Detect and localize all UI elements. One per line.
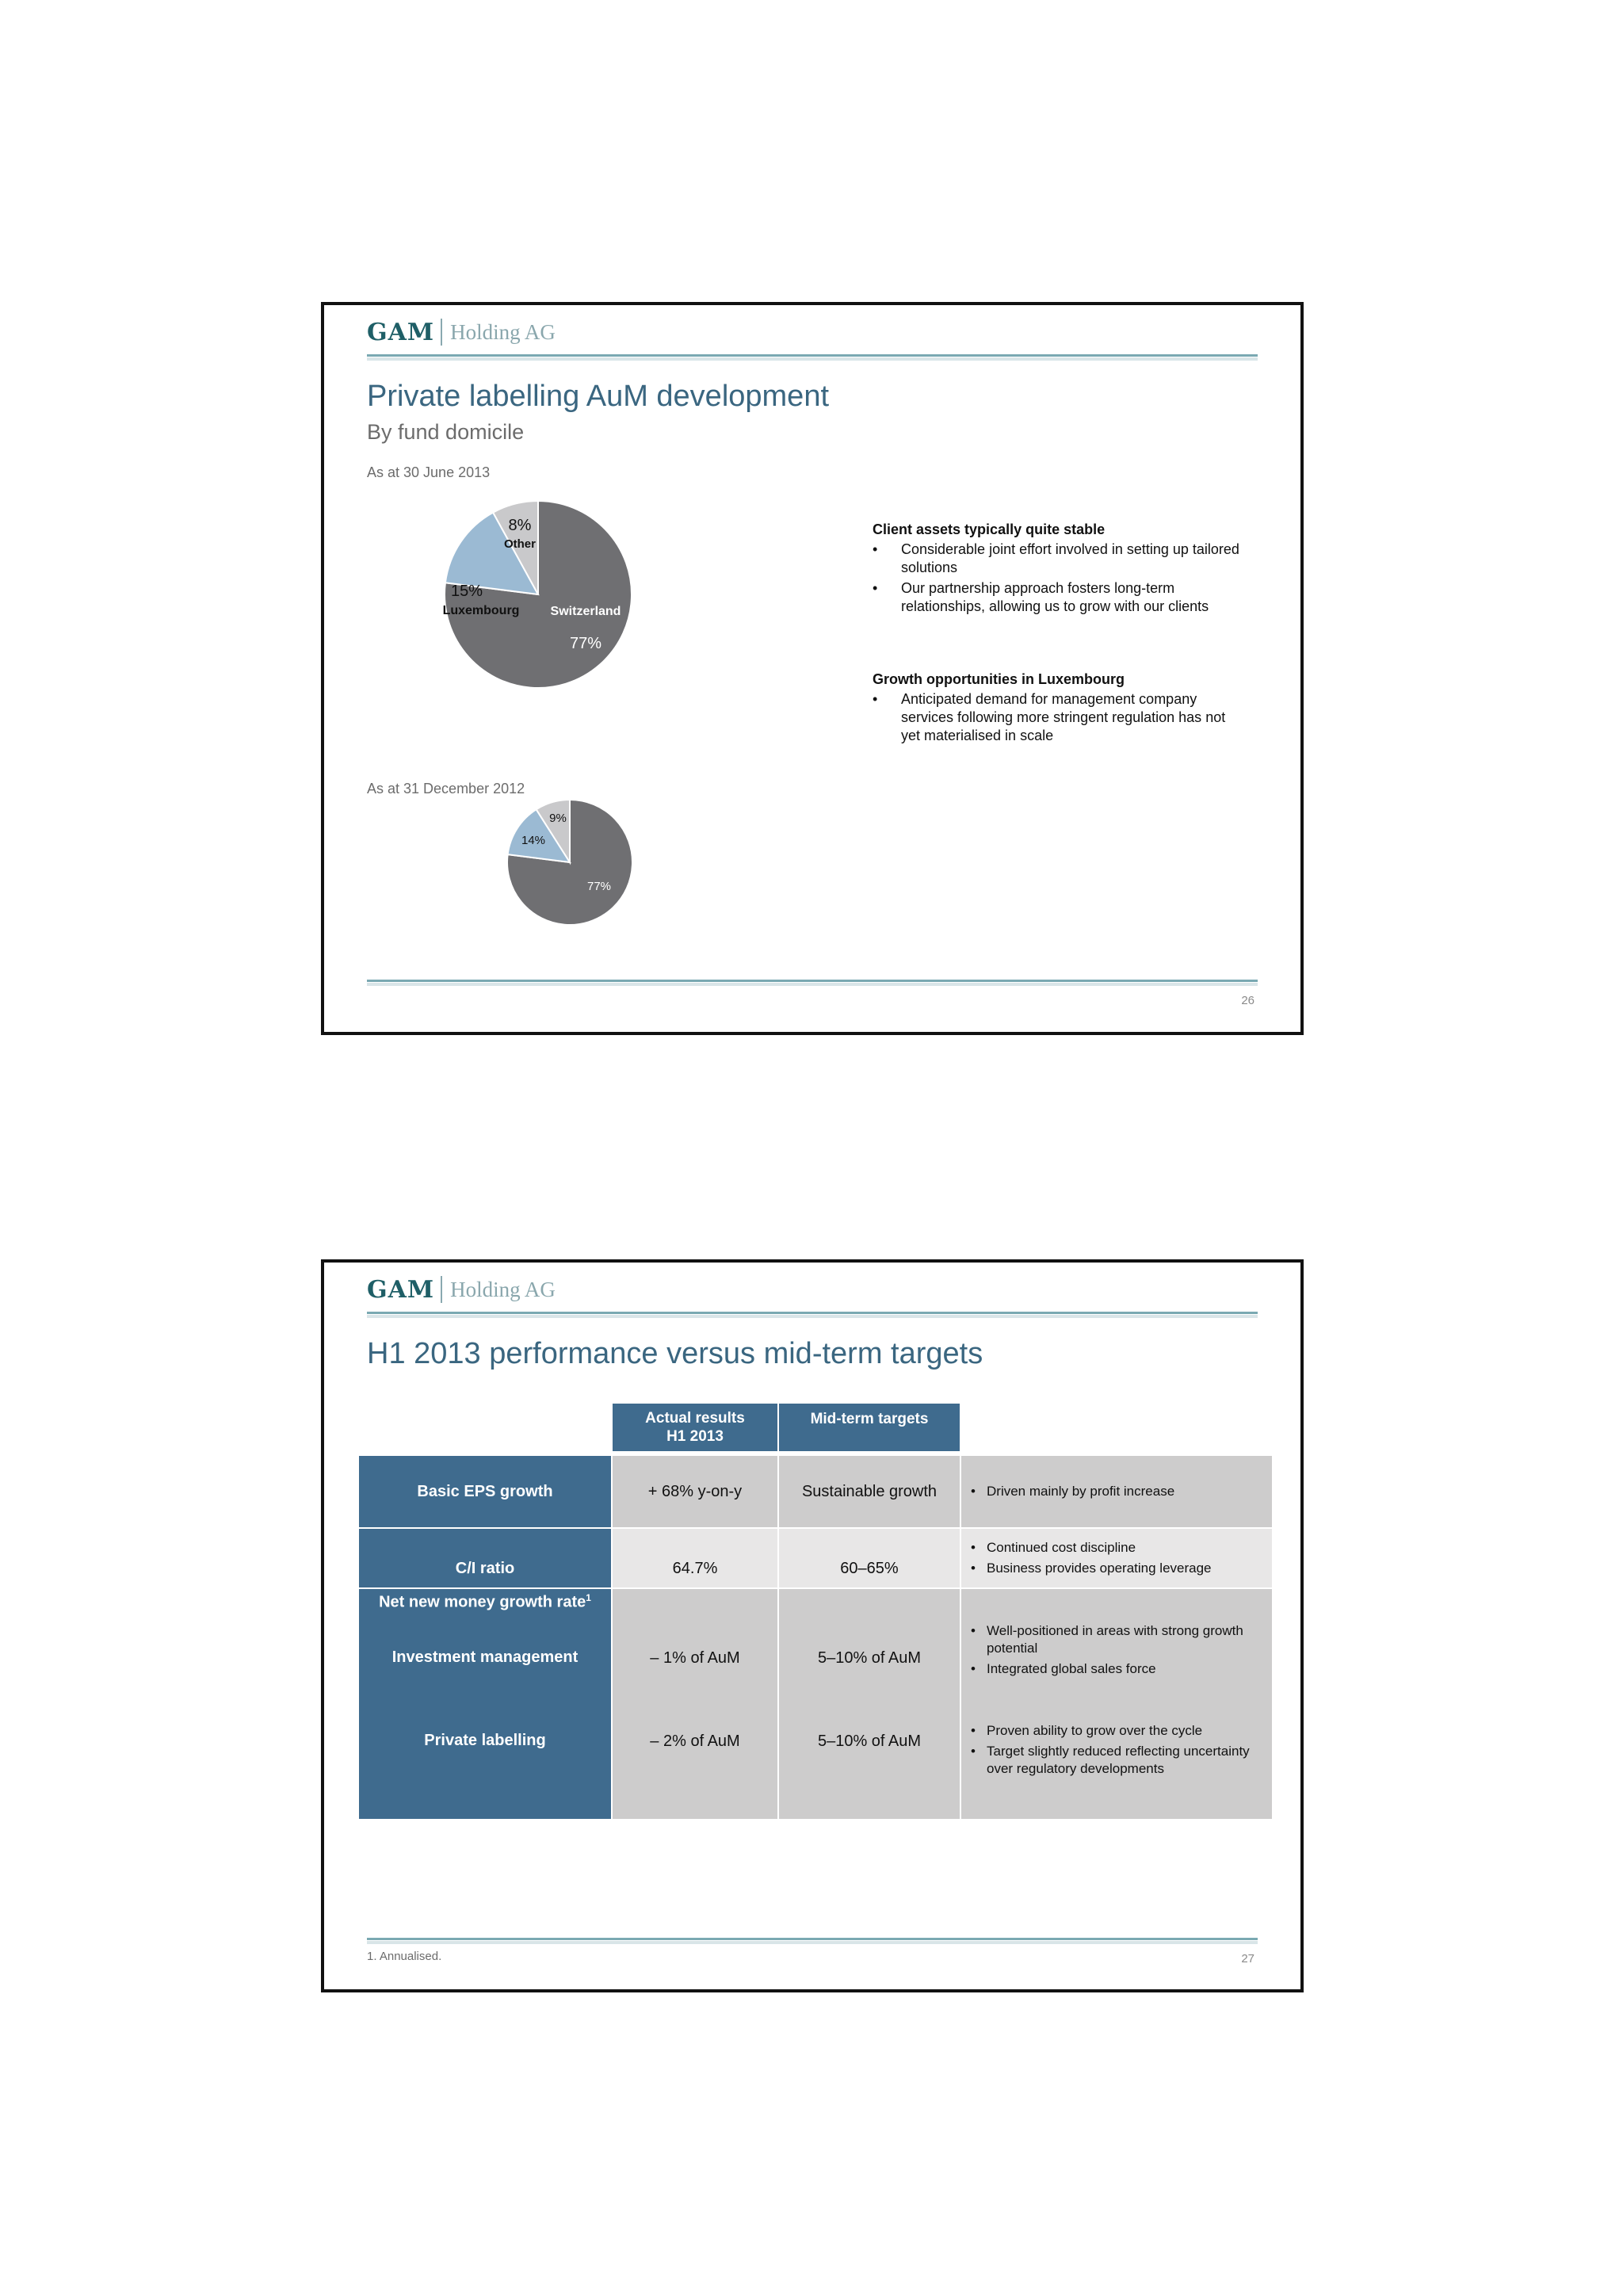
footnote: 1. Annualised.: [367, 1950, 442, 1963]
pie-value-switzerland: 77%: [586, 880, 612, 893]
cell-target-pl: 5–10% of AuM: [817, 1733, 922, 1750]
note-item: • Business provides operating leverage: [971, 1560, 1212, 1577]
page-number: 26: [1241, 994, 1254, 1007]
col-group-target-nnm: [779, 1589, 960, 1819]
cell-notes-ci: [961, 1529, 1272, 1587]
pie-value-switzerland: 77%: [569, 635, 602, 652]
pie-value-other: 9%: [549, 812, 567, 825]
pie-chart-december-2012: [506, 799, 633, 926]
bullet-heading: Client assets typically quite stable: [873, 521, 1106, 537]
note-item: • Well-positioned in areas with strong growth potential: [971, 1622, 1272, 1657]
cell-notes-pl: [961, 1719, 1272, 1781]
page-number: 27: [1241, 1952, 1254, 1966]
cell-actual-pl: – 2% of AuM: [650, 1733, 740, 1750]
note-item: • Proven ability to grow over the cycle: [971, 1722, 1272, 1740]
slide-26: [321, 302, 1304, 1035]
col-header-actual-line1: Actual results: [645, 1410, 745, 1427]
bullet-block-stability: [873, 521, 1245, 618]
note-item: • Target slightly reduced reflecting uncertainty over regulatory developments: [971, 1743, 1272, 1778]
footer-rule: [367, 980, 1258, 982]
footer-rule: [367, 1938, 1258, 1940]
row-header-nnm: [359, 1592, 611, 1612]
brand-suffix: Holding AG: [450, 319, 556, 344]
cell-target-ci: 60–65%: [779, 1529, 960, 1587]
chart-caption-2013: As at 30 June 2013: [367, 464, 491, 480]
pie-label-luxembourg: Luxembourg: [443, 604, 520, 617]
cell-actual-eps: + 68% y-on-y: [613, 1456, 777, 1527]
brand-name: GAM: [367, 1275, 435, 1304]
cell-target-eps: Sustainable growth: [779, 1456, 960, 1527]
row-label-investment-management: Investment management: [391, 1648, 579, 1666]
pie-label-other: Other: [503, 537, 537, 551]
note-item: • Integrated global sales force: [971, 1660, 1272, 1678]
pie-value-luxembourg: 14%: [521, 834, 546, 847]
brand-suffix: Holding AG: [450, 1277, 556, 1301]
brand-logo: [367, 318, 556, 346]
slide-title: H1 2013 performance versus mid-term targets: [367, 1337, 983, 1370]
row-label-ci-ratio: C/I ratio: [359, 1529, 611, 1587]
bullet-item: • Anticipated demand for management company services following more stringent regulation has not yet materialised in scale: [873, 690, 1245, 745]
col-header-targets: Mid-term targets: [779, 1404, 960, 1451]
cell-notes-im: [961, 1619, 1272, 1681]
bullet-item: • Our partnership approach fosters long-term relationships, allowing us to grow with our clients: [873, 579, 1245, 616]
notes-list: [971, 1622, 1272, 1678]
chart-caption-2012: As at 31 December 2012: [367, 781, 525, 797]
bullet-item: • Considerable joint effort involved in setting up tailored solutions: [873, 541, 1245, 577]
cell-notes-eps: [961, 1456, 1272, 1527]
brand-separator: [441, 319, 442, 346]
footnote-mark: 1: [586, 1592, 591, 1603]
header-rule: [367, 1312, 1258, 1314]
slide-title: Private labelling AuM development: [367, 380, 830, 413]
slide-27: [321, 1259, 1304, 1992]
slide-subtitle: By fund domicile: [367, 420, 525, 444]
notes-list: [971, 1536, 1212, 1580]
footer-rule-shadow: [367, 983, 1258, 986]
brand-separator: [441, 1276, 442, 1303]
notes-list: [971, 1480, 1174, 1503]
row-label-private-labelling: Private labelling: [424, 1732, 546, 1749]
col-group-actual-nnm: [613, 1589, 777, 1819]
header-rule-shadow: [367, 357, 1258, 361]
row-group-nnm: [359, 1589, 611, 1819]
pie-value-luxembourg: 15%: [450, 583, 483, 600]
brand-name: GAM: [367, 318, 435, 346]
note-item: • Continued cost discipline: [971, 1539, 1212, 1557]
bullet-heading: Growth opportunities in Luxembourg: [873, 671, 1125, 687]
col-header-actual: [613, 1404, 777, 1451]
note-item: • Driven mainly by profit increase: [971, 1483, 1174, 1500]
notes-list: [971, 1722, 1272, 1778]
col-header-actual-line2: H1 2013: [666, 1428, 724, 1445]
header-rule: [367, 354, 1258, 357]
row-label-eps: Basic EPS growth: [359, 1456, 611, 1527]
pie-value-other: 8%: [508, 517, 532, 534]
brand-logo: [367, 1275, 556, 1304]
pie-label-switzerland: Switzerland: [550, 605, 621, 618]
header-rule-shadow: [367, 1315, 1258, 1318]
cell-actual-im: – 1% of AuM: [650, 1649, 740, 1667]
cell-target-im: 5–10% of AuM: [817, 1649, 922, 1667]
footer-rule-shadow: [367, 1941, 1258, 1944]
nnm-header-text: Net new money growth rate: [379, 1593, 586, 1611]
bullet-block-luxembourg: [873, 670, 1245, 747]
pie-chart-june-2013: [443, 499, 633, 690]
cell-actual-ci: 64.7%: [613, 1529, 777, 1587]
